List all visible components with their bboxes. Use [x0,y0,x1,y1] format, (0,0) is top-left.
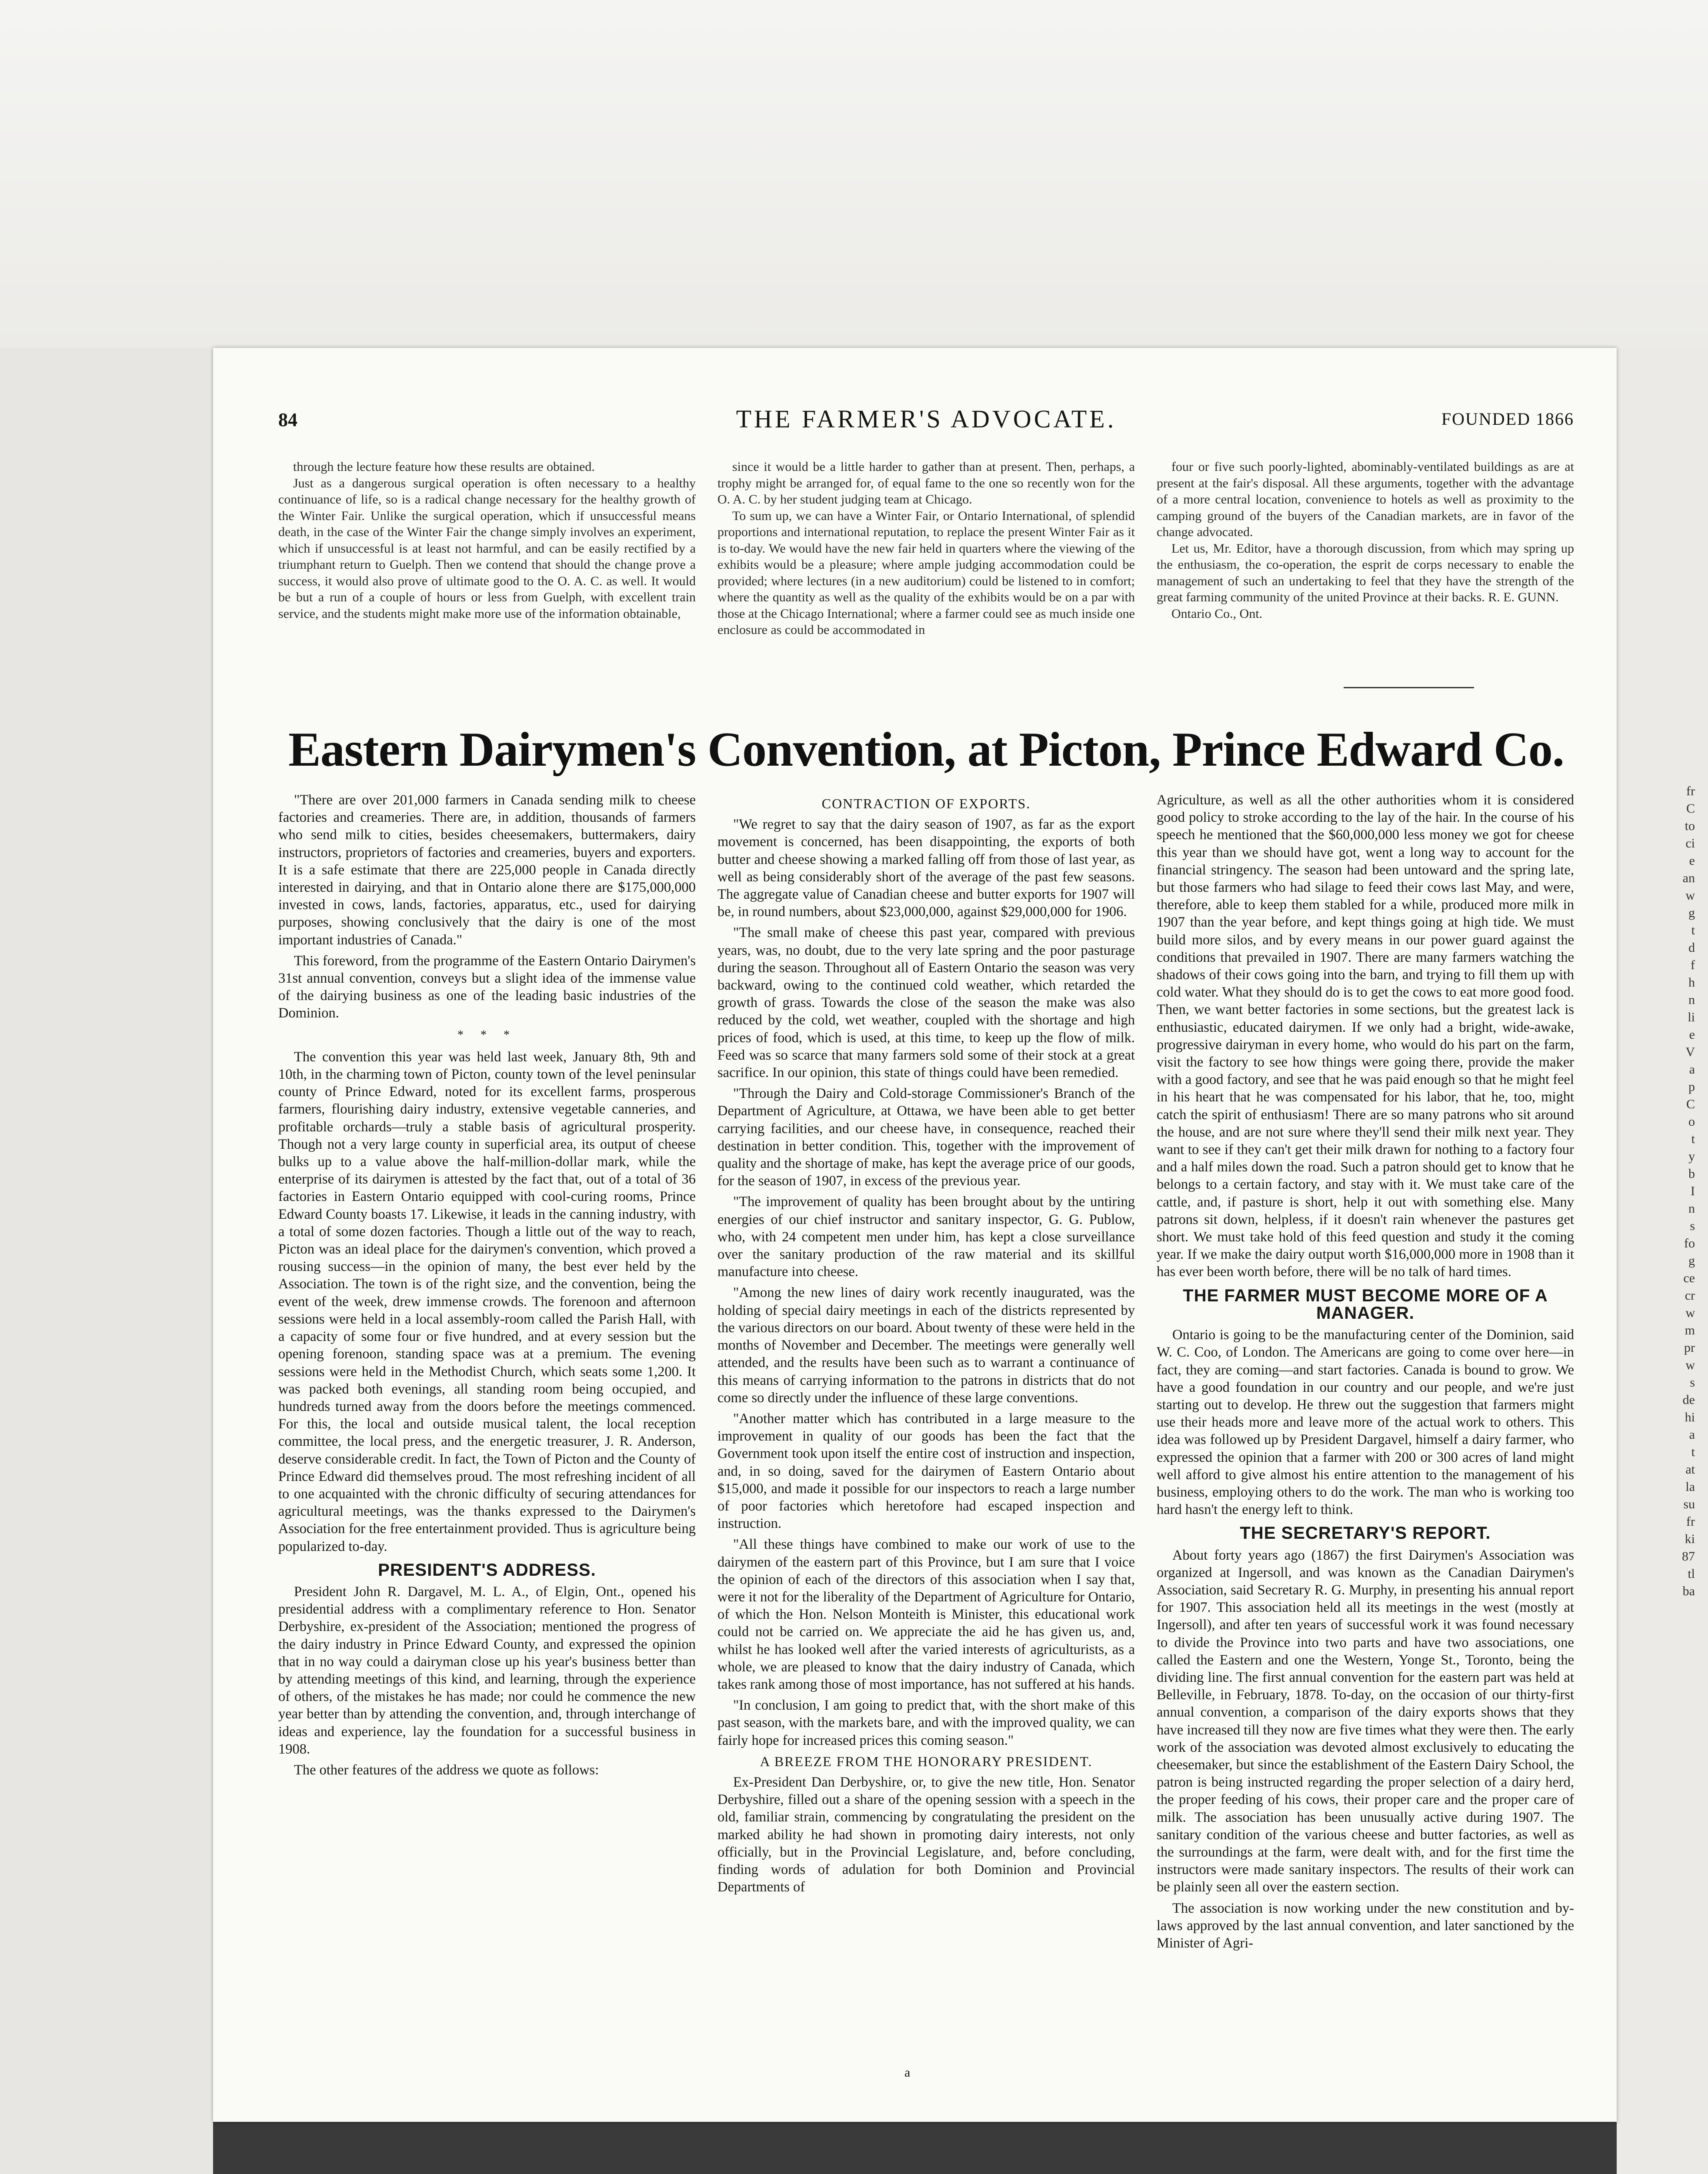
article-body [278,791,1574,2096]
edge-fragment: o [1688,1114,1695,1129]
edge-fragment: cr [1685,1288,1695,1303]
paragraph: through the lecture feature how these results are obtained. [293,460,595,474]
separator-rule [1344,687,1474,688]
newspaper-page [213,348,1617,2122]
paragraph: "The improvement of quality has been brought about by the untiring energies of our chief instructor and sanitary inspector, G. G. Publow, who, with 24 competent men under him, has kept a close surveillance over the sanitary production of the raw material and its skillful manufacture into cheese. [717,1194,1135,1280]
paragraph: "Another matter which has contributed in a large measure to the improvement in quality of our goods has been the fact that the Government took upon itself the entire cost of instruction and inspection, and, in so doing, saved for the dairymen of Eastern Ontario about $15,000, and made it possible for our inspectors to reach a large number of poor factories which heretofore had escaped inspection and instruction. [717,1410,1135,1532]
paragraph: "The small make of cheese this past year, compared with previous years, was, no doubt, due to the very late spring and the poor pasturage during the season. Throughout all of Eastern Ontario the season was very backward, owing to the continued cold weather, which retarded the growth of grass. Towards the close of the season the make was also reduced by the cold, wet weather, coupled with the shortage and high prices of food, which is used, at this time, to keep up the flow of milk. Feed was so scarce that many farmers sold some of their stock at a great sacrifice. In our opinion, this state of things could have been remedied. [717,925,1135,1081]
section-heading: THE SECRETARY'S REPORT. [1240,1524,1491,1543]
edge-fragment: s [1690,1219,1695,1233]
edge-fragment: g [1688,906,1695,920]
paragraph: The association is now working under the new constitution and by-laws approved by the last annual convention, and later sanctioned by the Minister of Agri- [1157,1900,1574,1951]
article-column-2 [717,791,1135,2096]
scan-background-right [1617,348,1708,2174]
page-signature-mark: a [904,2065,911,2080]
edge-fragment: de [1682,1393,1695,1407]
edge-fragment: hi [1685,1410,1695,1424]
edge-fragment: f [1691,958,1695,972]
edge-fragment: y [1688,1149,1695,1164]
edge-fragment: a [1689,1062,1695,1077]
edge-fragment: e [1689,1027,1695,1042]
section-heading: PRESIDENT'S ADDRESS. [378,1560,596,1580]
edge-fragment: li [1688,1010,1695,1024]
edge-fragment: s [1690,1375,1695,1390]
edge-fragment: ba [1682,1584,1695,1598]
edge-fragment: w [1685,1306,1695,1320]
edge-fragment: 87 [1682,1549,1695,1564]
paragraph: four or five such poorly-lighted, abominably-ventilated buildings as are at present at the fair's disposal. All these arguments, together with the advantage of a more central location, convenience to hotels as well as proximity to the camping ground of the buyers of the Canadian markets, are in favor of the change advocated. [1157,460,1574,539]
founded-label: FOUNDED 1866 [1441,409,1574,429]
paragraph: "We regret to say that the dairy season of 1907, as far as the export movement is concerned, has been disappointing, the exports of both butter and cheese showing a marked falling off from those of last year, as well as being considerably short of the average of the past few seasons. The aggregate value of Canadian cheese and butter exports for 1907 will be, in round numbers, about $23,000,000, against $29,000,000 for 1906. [717,817,1135,920]
section-heading: THE FARMER MUST BECOME MORE OF A MANAGER. [1183,1286,1548,1323]
edge-fragment: t [1691,923,1695,937]
paragraph: "In conclusion, I am going to predict that, with the short make of this past season, with the markets bare, and with the improved quality, we can fairly hope for increased prices this coming season." [717,1697,1135,1748]
paragraph: since it would be a little harder to gather than at present. Then, perhaps, a trophy might be arranged for, of equal fame to the one so recently won for the O. A. C. by her student judging team at Chicago. [717,460,1135,507]
edge-fragment: d [1688,940,1695,955]
edge-fragment: tl [1688,1567,1695,1581]
edge-fragment: a [1689,1427,1695,1442]
paragraph: Ontario is going to be the manufacturing center of the Dominion, said W. C. Coo, of London. The Americans are going to come over here—in fact, they are coming—and start factories. Canada is bound to grow. We have a good foundation in our country and our people, and we're just starting out to develop. He threw out the suggestion that farmers might use their heads more and leave more of the actual work to others. This idea was followed up by President Dargavel, himself a dairy farmer, who expressed the opinion that a farmer with 200 or 300 acres of land might well afford to give almost his entire attention to the management of his business, employing others to do the work. The man who is working too hard hasn't the energy left to think. [1157,1327,1574,1518]
edge-fragment: ce [1683,1271,1695,1285]
edge-fragment: b [1688,1167,1695,1181]
edge-fragment: fo [1684,1236,1695,1250]
paragraph: President John R. Dargavel, M. L. A., of Elgin, Ont., opened his presidential address with a complimentary reference to Hon. Senator Derbyshire, ex-president of the Association; mentioned the progress of the dairy industry in Prince Edward County, and expressed the opinion that in no way could a dairyman close up his year's business better than by attending meetings of this kind, and learning, through the experience of others, of the mistakes he has made; nor could he commence the new year better than by attending the convention, and, through interchange of ideas and experience, lay the foundation for a successful business in 1908. [278,1584,696,1757]
edge-fragment: h [1688,975,1695,990]
running-title: THE FARMER'S ADVOCATE. [736,405,1117,433]
paragraph: This foreword, from the programme of the Eastern Ontario Dairymen's 31st annual convention, conveys but a slight idea of the immense value of the dairying business as one of the leading basic industries of the Dominion. [278,953,696,1021]
paragraph: The other features of the address we quote as follows: [294,1762,599,1778]
edge-fragment: n [1688,993,1695,1007]
edge-fragment: C [1686,1097,1695,1111]
edge-fragment: n [1688,1201,1695,1216]
paragraph: Ex-President Dan Derbyshire, or, to give the new title, Hon. Senator Derbyshire, filled out a share of the opening session with a speech in the old, familiar strain, commencing by congratulating the president on the marked ability he had shown in promoting dairy interests, not only officially, but in the Provincial Legislature, and, before concluding, finding words of adulation for both Dominion and Provincial Departments of [717,1774,1135,1895]
article-column-1 [278,791,696,2096]
edge-fragment: p [1688,1080,1695,1094]
byline-location: Ontario Co., Ont. [1171,606,1263,621]
paragraph: "Among the new lines of dairy work recently inaugurated, was the holding of special dairy meetings in each of the districts represented by the various directors on our board. About twenty of these were held in the months of November and December. The meetings were generally well attended, and the results have been such as to warrant a continuance of this means of carrying information to the patrons in districts that do not come so directly under the influence of these large conventions. [717,1285,1135,1406]
next-page-edge-fragments [1634,783,1695,2174]
section-heading: CONTRACTION OF EXPORTS. [821,796,1031,811]
edge-fragment: V [1685,1045,1695,1059]
scan-background-left [0,348,213,2174]
paragraph: The convention this year was held last week, January 8th, 9th and 10th, in the charming town of Picton, county town of the level peninsular county of Prince Edward, noted for its excellent farms, prosperous farmers, flourishing dairy industry, extensive vegetable canneries, and profitable orchards—truly a stable basis of agricultural prosperity. Though not a very large county in superficial area, its output of cheese bulks up to a value above the half-million-dollar mark, while the enterprise of its dairymen is attested by the fact that, out of a total of 36 factories in Eastern Ontario equipped with cool-curing rooms, Prince Edward County boasts 17. Likewise, it leads in the canning industry, with a total of some dozen factories. Though a little out of the way to reach, Picton was an ideal place for the dairymen's convention, which proved a rousing success—in the opinion of many, the best ever held by the Association. The town is of the right size, and the convention, being the event of the week, drew immense crowds. The forenoon and afternoon sessions were held in a local assembly-room called the Parish Hall, with a capacity of some four or five hundred, and at every session but the opening forenoon, standing space was at a premium. The evening sessions were held in the Methodist Church, which seats some 1,200. It was packed both evenings, all standing room being occupied, and hundreds turned away from the doors before the meetings commenced. For this, the local and outside musical talent, the local reception committee, the local press, and the energetic treasurer, J. R. Anderson, deserve considerable credit. In fact, the Town of Picton and the County of Prince Edward did themselves proud. The most refreshing incident of all to one acquainted with the chronic difficulty of securing attendances for agricultural meetings, was the thanks expressed to the Dairymen's Association for the free entertainment provided. Thus is agriculture being popularized to-day. [278,1049,696,1554]
edge-fragment: w [1685,1358,1695,1372]
edge-fragment: fr [1686,1514,1695,1529]
paragraph: "All these things have combined to make our work of use to the dairymen of the eastern part of this Province, but I am sure that I voice the opinion of each of the directors of this association when I say that, were it not for the liberality of the Department of Agriculture for Ontario, of which the Hon. Nelson Monteith is Minister, this educational work could not be carried on. We appreciate the aid he has given us, and, whilst he has looked well after the varied interests of agriculturists, as a whole, we are pleased to know that the dairy industry of Canada, which takes rank among those of most importance, has not suffered at his hands. [717,1537,1135,1692]
section-heading: A BREEZE FROM THE HONORARY PRESIDENT. [760,1753,1093,1769]
edge-fragment: t [1691,1132,1695,1146]
edge-fragment: m [1685,1323,1695,1337]
edge-fragment: fr [1686,784,1695,798]
edge-fragment: g [1688,1254,1695,1268]
edge-fragment: C [1686,801,1695,816]
article-column-3 [1157,791,1574,2096]
edge-fragment: la [1685,1480,1695,1494]
edge-fragment: at [1685,1462,1695,1477]
paragraph: Let us, Mr. Editor, have a thorough discussion, from which may spring up the enthusiasm, the co-operation, the esprit de corps necessary to enable the management of such an undertaking to feel that they have the strength of the great farming community of the united Province at their backs. R. E. GUNN. [1157,541,1574,604]
paragraph: Just as a dangerous surgical operation is often necessary to a healthy continuance of life, so is a radical change necessary for the healthy growth of the Winter Fair. Unlike the surgical operation, which if unsuccessful means death, in the case of the Winter Fair the change simply involves an experiment, which if unsuccessful is at least not harmful, and can be easily rectified by a triumphant return to Guelph. Then we contend that should the change prove a success, it would also prove of ultimate good to the O. A. C. as well. It would be but a run of a couple of hours or less from Guelph, with excellent train service, and the students might make more use of the information obtainable, [278,476,696,621]
scan-background-top [0,0,1708,348]
article-title: Eastern Dairymen's Convention, at Picton, Prince Edward Co. [288,723,1564,777]
paragraph: To sum up, we can have a Winter Fair, or Ontario International, of splendid proportions and international reputation, to replace the present Winter Fair as it is to-day. We would have the new fair held in quarters where the viewing of the exhibits would be a pleasure; where ample judging accommodation could be provided; where lectures (in a new auditorium) could be listened to in comfort; where the quantity as well as the quality of the exhibits would be on a par with those at the Chicago International; where a farmer could see as much inside one enclosure as could be accommodated in [717,508,1135,637]
edge-fragment: ci [1685,836,1695,850]
paragraph: "There are over 201,000 farmers in Canada sending milk to cheese factories and creameries. There are, in addition, thousands of farmers who send milk to cities, besides cheesemakers, buttermakers, dairy instructors, proprietors of factories and creameries, buyers and exporters. It is a safe estimate that there are 225,000 people in Canada directly interested in dairying, and that in Ontario alone there are $175,000,000 invested in cows, lands, factories, apparatus, etc., used for dairying purposes, showing conclusively that the dairy is one of the most important industries of Canada." [278,792,696,948]
edge-fragment: to [1685,819,1695,833]
paragraph: About forty years ago (1867) the first Dairymen's Association was organized at Ingersoll, and was known as the Canadian Dairymen's Association, said Secretary R. G. Murphy, in presenting his annual report for 1907. This association held all its meetings in the west (mostly at Ingersoll), and after ten years of successful work it was found necessary to divide the Province into two parts and have two associations, one called the Eastern and one the Western, Yonge St., Toronto, being the dividing line. The first annual convention for the eastern part was held at Belleville, in February, 1878. To-day, on the occasion of our thirty-first annual convention, a comparison of the dairy exports shows that they have increased till they now are five times what they were then. The early work of the association was devoted almost exclusively to educating the cheesemaker, but since the establishment of the Eastern Dairy School, the patron is being instructed regarding the proper selection of a dairy herd, the proper feeding of his cows, their proper care and the proper care of milk. The association has been unusually active during 1907. The sanitary condition of the various cheese and butter factories, as well as the surroundings at the farm, were dealt with, and for the first time the instructors were made sanitary inspectors. The results of their work can be plainly seen all over the eastern section. [1157,1547,1574,1895]
paragraph: Agriculture, as well as all the other authorities whom it is considered good policy to stroke according to the lay of the hair. In the course of his speech he mentioned that the $60,000,000 less money we got for cheese this year than we should have got, went a long way to account for the financial stringency. The season had been untoward and the spring late, but those farmers who had silage to feed their cows last May, and were, therefore, able to keep them stabled for a while, produced more milk in 1907 than the year before, and kept things going at high tide. We must build more silos, and by every means in our power guard against the conditions that prevailed in 1907. There are many farmers watching the shadows of their cows going into the barn, and trying to fill them up with cold water. What they should do is to get the cows to eat more good food. Then, we want better factories in some sections, but the greatest lack is enthusiastic, educated dairymen. If we only had a bright, wide-awake, progressive dairyman in every home, who would do his part on the farm, visit the factory to see how things were going there, provide the maker with a good factory, and see that he was paid enough so that he might feel in his heart that he was compensated for his labor, that he, too, might catch the spirit of enthusiasm! There are so many patrons who sit around the house, and are not sure where they'll send their milk next year. They want to see if they can't get their milk drawn for nothing to a factory four and a half miles down the road. Such a patron should get to know that he belongs to a certain factory, and stay with it. We must take care of the cattle, and, if pasture is short, help it out with something else. Many patrons sit down, helpless, if it doesn't rain whenever the pastures get short. We must take hold of this feed question and study it the coming year. If we make the dairy output worth $16,000,000 more in 1908 than it has ever been worth before, there will be no talk of hard times. [1157,792,1574,1280]
edge-fragment: w [1685,888,1695,903]
edge-fragment: t [1691,1445,1695,1459]
edge-fragment: I [1691,1184,1695,1198]
edge-fragment: an [1682,871,1695,885]
page-number: 84 [278,409,297,430]
edge-fragment: e [1689,854,1695,868]
edge-fragment: ki [1685,1532,1695,1546]
edge-fragment: pr [1684,1340,1695,1355]
edge-fragment: su [1683,1497,1695,1511]
section-stars: * * * [457,1028,517,1042]
paragraph: "Through the Dairy and Cold-storage Commissioner's Branch of the Department of Agriculture, at Ottawa, we have been able to get better carrying facilities, and our cheese have, in consequence, reached their destination in better condition. This, together with the improvement of quality and the shortage of make, has kept the average price of our goods, for the season of 1907, in excess of the previous year. [717,1086,1135,1189]
